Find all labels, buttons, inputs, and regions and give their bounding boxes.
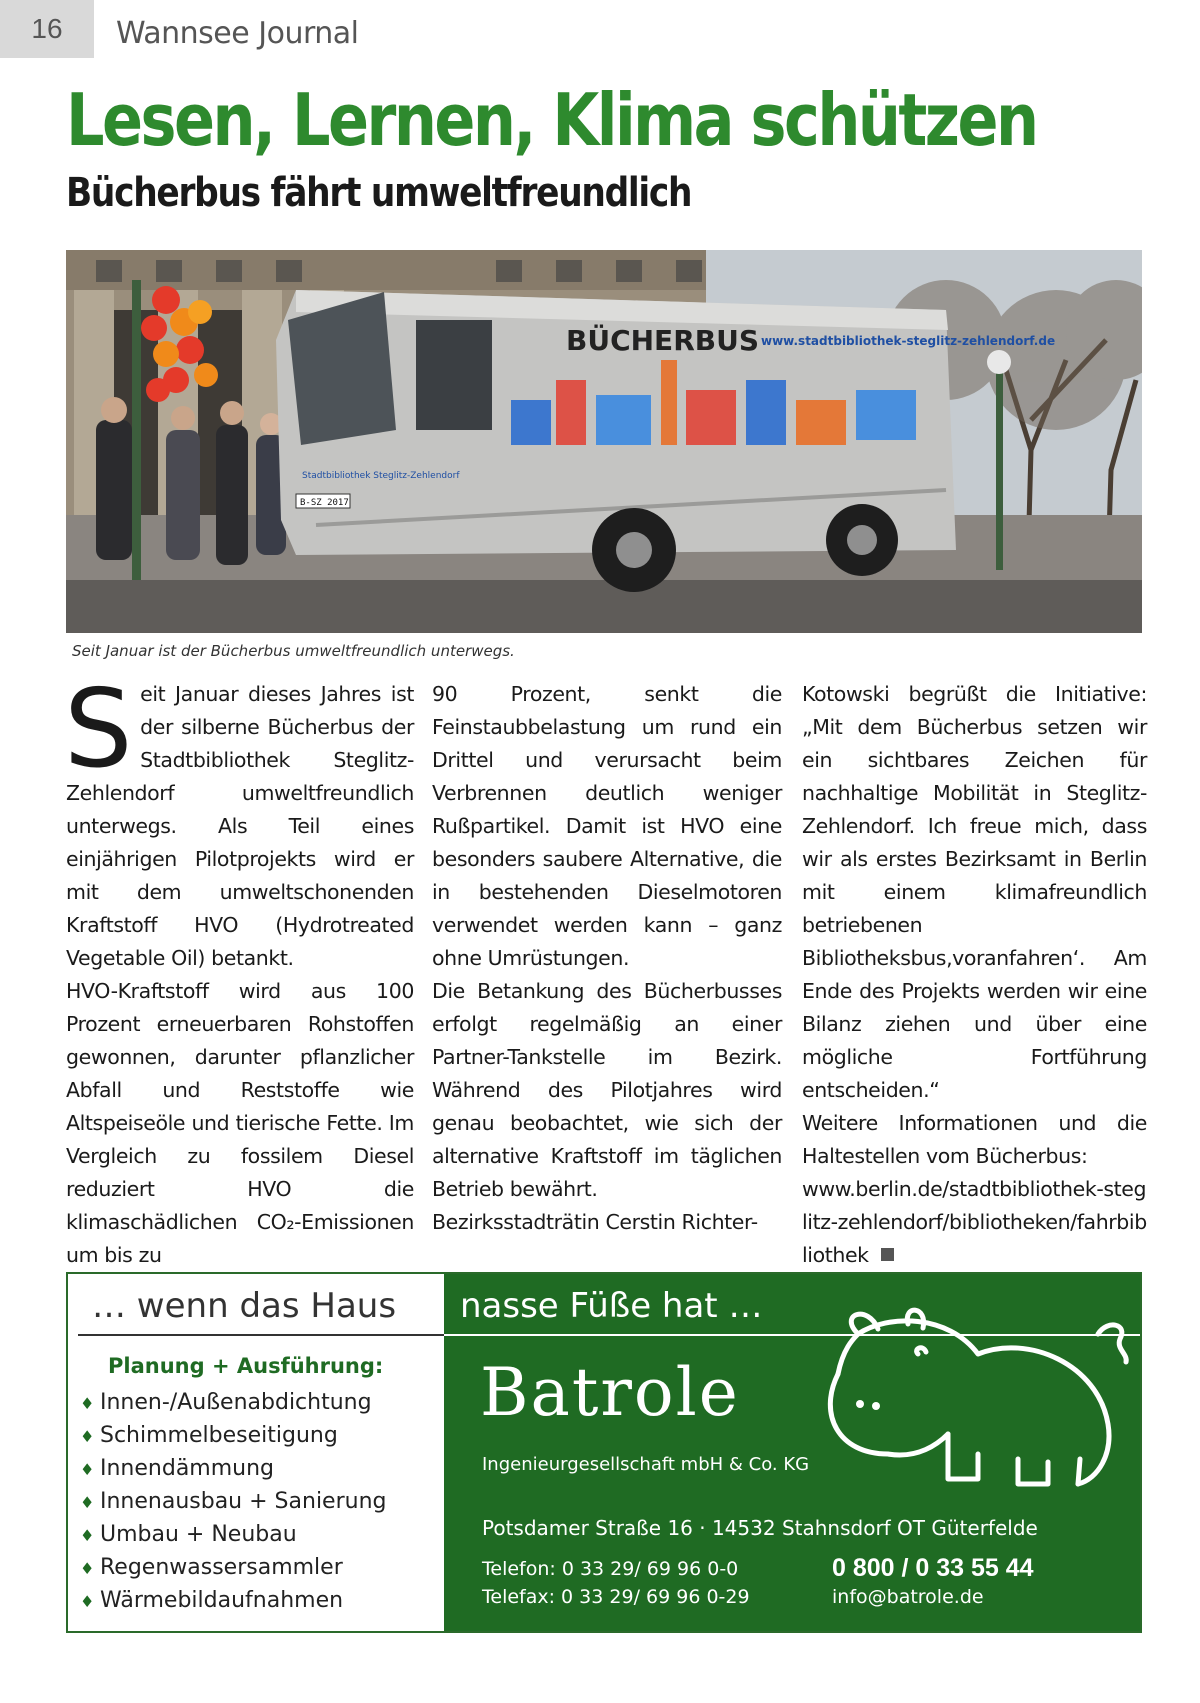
article-photo-bus	[66, 250, 1142, 633]
bullet-icon: ♦	[80, 1493, 95, 1512]
article-paragraph: 90 Prozent, senkt die Feinstaubbelastung um rund ein Drittel und verursacht beim Verbrennen deutlich weniger Rußpartikel. Damit ist HVO eine besonders saubere Alternative, die in bestehenden Dieselmotoren verwendet werden kann – ganz ohne Umrüstungen.	[432, 682, 782, 970]
ad-tagline-left: … wenn das Haus	[92, 1286, 397, 1326]
bus-url: www.stadtbibliothek-steglitz-zehlendorf.de	[761, 334, 1056, 348]
ad-service-item: ♦ Schimmelbeseitigung	[80, 1419, 386, 1452]
article-paragraph: Kotowski begrüßt die Initiative: „Mit dem Bücherbus setzen wir ein sichtbares Zeichen für nachhaltige Mobilität in Steglitz-Zehlendorf. Ich freue mich, dass wir als erstes Bezirksamt in Berlin mit einem klimafreundlich betriebenen Bibliotheksbus‚voranfahren‘. Am Ende des Projekts werden wir eine Bilanz ziehen und über eine mögliche Fortführung entscheiden.“	[802, 682, 1147, 1102]
bullet-icon: ♦	[80, 1427, 95, 1446]
info-link[interactable]: www.berlin.de/stadtbibliothek-steglitz-zehlendorf/bibliotheken/fahrbibliothek	[802, 1177, 1147, 1267]
bullet-icon: ♦	[80, 1526, 95, 1545]
article-link-paragraph	[802, 1173, 1147, 1272]
article-paragraph: eit Januar dieses Jahres ist der silberne Bücherbus der Stadtbibliothek Steglitz-Zehlendorf umweltfreundlich unterwegs. Als Teil eines einjährigen Pilotprojekts wird er mit dem umweltschonenden Kraftstoff HVO (Hydrotreated Vegetable Oil) betankt.	[66, 682, 414, 970]
ad-address: Potsdamer Straße 16 · 14532 Stahnsdorf OT Güterfelde	[482, 1516, 1038, 1540]
article-column-3	[802, 678, 1147, 1272]
article-column-2	[432, 678, 782, 1239]
hippo-icon	[798, 1294, 1138, 1494]
batrole-advertisement	[66, 1272, 1142, 1633]
ad-service-item: ♦ Innendämmung	[80, 1452, 386, 1485]
article-paragraph: Weitere Informationen und die Haltestellen vom Bücherbus:	[802, 1111, 1147, 1168]
drop-cap: S	[64, 667, 133, 792]
ad-service-item: ♦ Innen-/Außenabdichtung	[80, 1386, 386, 1419]
ad-planning-title: Planung + Ausführung:	[108, 1354, 384, 1378]
ad-service-item: ♦ Wärmebildaufnahmen	[80, 1584, 386, 1617]
article-paragraph: Bezirksstadträtin Cerstin Richter-	[432, 1210, 758, 1234]
article-headline: Lesen, Lernen, Klima schützen	[66, 78, 1037, 162]
photo-caption: Seit Januar ist der Bücherbus umweltfreundlich unterwegs.	[72, 642, 515, 660]
article-column-1	[64, 667, 414, 1272]
article-subheadline: Bücherbus fährt umweltfreundlich	[66, 170, 692, 216]
ad-freephone: 0 800 / 0 33 55 44	[832, 1554, 1034, 1582]
ad-telefax: Telefax: 0 33 29/ 69 96 0-29	[482, 1586, 750, 1608]
article-paragraph: HVO-Kraftstoff wird aus 100 Prozent erneuerbaren Rohstoffen gewonnen, darunter pflanzlicher Abfall und Reststoffe wie Altspeiseöle und tierische Fette. Im Vergleich zu fossilem Diesel reduziert HVO die klimaschädlichen CO₂-Emissionen um bis zu	[66, 979, 414, 1267]
ad-tagline-right: nasse Füße hat …	[460, 1286, 763, 1326]
ad-services-list	[80, 1386, 386, 1617]
ad-divider-left	[78, 1334, 444, 1336]
ad-telefon: Telefon: 0 33 29/ 69 96 0-0	[482, 1558, 739, 1580]
ad-service-item: ♦ Innenausbau + Sanierung	[80, 1485, 386, 1518]
ad-service-item: ♦ Regenwassersammler	[80, 1551, 386, 1584]
ad-brand-logo: Batrole	[480, 1354, 740, 1431]
ad-company-name: Ingenieurgesellschaft mbH & Co. KG	[482, 1454, 810, 1475]
article-paragraph: Die Betankung des Bücherbusses erfolgt regelmäßig an einer Partner-Tankstelle im Bezirk. Während des Pilotjahres wird genau beobachtet, wie sich der alternative Kraftstoff im täglichen Betrieb bewährt.	[432, 979, 782, 1201]
page-number: 16	[0, 0, 94, 58]
journal-title: Wannsee Journal	[116, 16, 359, 51]
bus-label: BÜCHERBUS	[566, 324, 759, 357]
ad-service-item: ♦ Umbau + Neubau	[80, 1518, 386, 1551]
end-mark-icon	[881, 1248, 894, 1261]
bus-plate: B-SZ 2017	[300, 498, 349, 508]
bullet-icon: ♦	[80, 1394, 95, 1413]
bus-side-text: Stadtbibliothek Steglitz-Zehlendorf	[302, 471, 460, 481]
bullet-icon: ♦	[80, 1592, 95, 1611]
ad-email: info@batrole.de	[832, 1586, 984, 1608]
bullet-icon: ♦	[80, 1460, 95, 1479]
bullet-icon: ♦	[80, 1559, 95, 1578]
